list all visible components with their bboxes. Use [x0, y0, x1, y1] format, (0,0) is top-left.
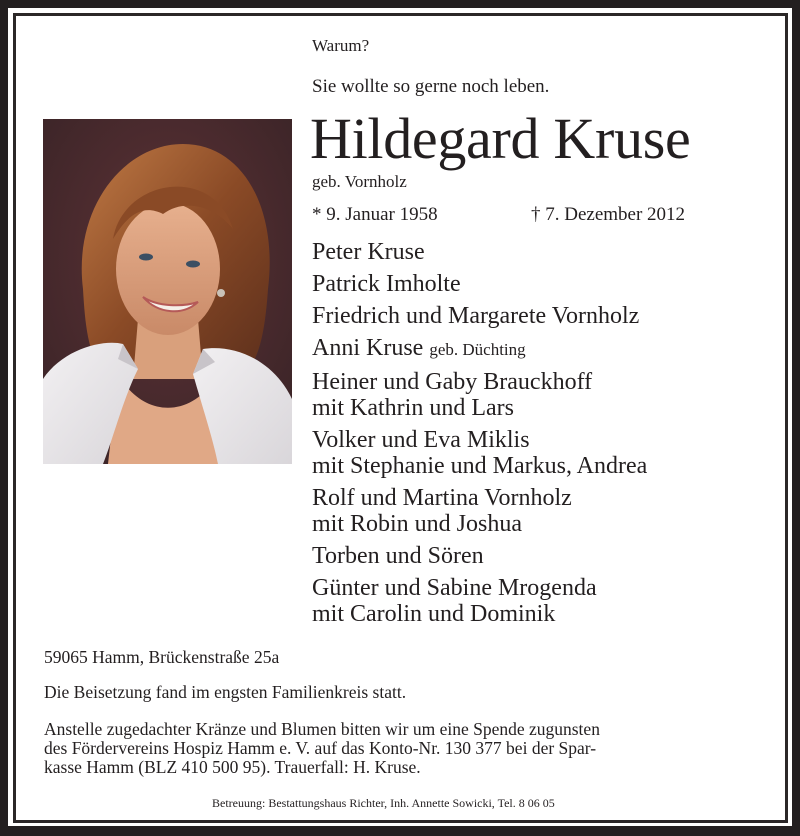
- family-member-children: mit Stephanie und Markus, Andrea: [312, 453, 648, 479]
- family-member-children: mit Carolin und Dominik: [312, 601, 556, 627]
- family-group: [312, 485, 647, 537]
- maiden-name-note: geb. Düchting: [429, 340, 526, 359]
- family-group: [312, 303, 647, 329]
- family-list: [312, 239, 647, 633]
- mourner-address: 59065 Hamm, Brückenstraße 25a: [44, 647, 280, 667]
- family-group: [312, 427, 647, 479]
- verse-line-2: Sie wollte so gerne noch leben.: [312, 76, 550, 97]
- family-member: [312, 335, 647, 363]
- birth-date: * 9. Januar 1958: [312, 204, 438, 225]
- family-group: [312, 369, 647, 421]
- funeral-home-credit: Betreuung: Bestattungshaus Richter, Inh. Annette Sowicki, Tel. 8 06 05: [212, 796, 555, 810]
- family-group: [312, 335, 647, 363]
- family-member: Rolf und Martina Vornholz: [312, 485, 572, 511]
- family-member: Patrick Imholte: [312, 271, 461, 297]
- donation-line-2: des Fördervereins Hospiz Hamm e. V. auf das Konto-Nr. 130 377 bei der Spar-: [44, 738, 597, 758]
- family-member: Volker und Eva Miklis: [312, 427, 530, 453]
- family-member-children: mit Robin und Joshua: [312, 511, 523, 537]
- family-group: [312, 575, 647, 627]
- burial-note: Die Beisetzung fand im engsten Familienkreis statt.: [44, 682, 407, 702]
- maiden-name: geb. Vornholz: [312, 172, 407, 191]
- family-member: Torben und Sören: [312, 543, 484, 569]
- donation-line-3: kasse Hamm (BLZ 410 500 95). Trauerfall: H. Kruse.: [44, 757, 421, 777]
- family-group: [312, 271, 647, 297]
- family-member-name: Anni Kruse: [312, 335, 424, 361]
- deceased-name: Hildegard Kruse: [310, 106, 691, 171]
- family-member: Friedrich und Margarete Vornholz: [312, 303, 640, 329]
- family-member: Heiner und Gaby Brauckhoff: [312, 369, 593, 395]
- donation-line-1: Anstelle zugedachter Kränze und Blumen bitten wir um eine Spende zugunsten: [44, 719, 600, 739]
- death-date: † 7. Dezember 2012: [531, 204, 686, 225]
- portrait-photo-icon: [43, 119, 292, 464]
- family-group: [312, 239, 647, 265]
- donation-paragraph: [44, 720, 764, 777]
- family-member: Peter Kruse: [312, 239, 425, 265]
- verse-line-1: Warum?: [312, 36, 370, 55]
- portrait-photo: [43, 119, 292, 464]
- family-member: Günter und Sabine Mrogenda: [312, 575, 597, 601]
- family-member-children: mit Kathrin und Lars: [312, 395, 514, 421]
- family-group: [312, 543, 647, 569]
